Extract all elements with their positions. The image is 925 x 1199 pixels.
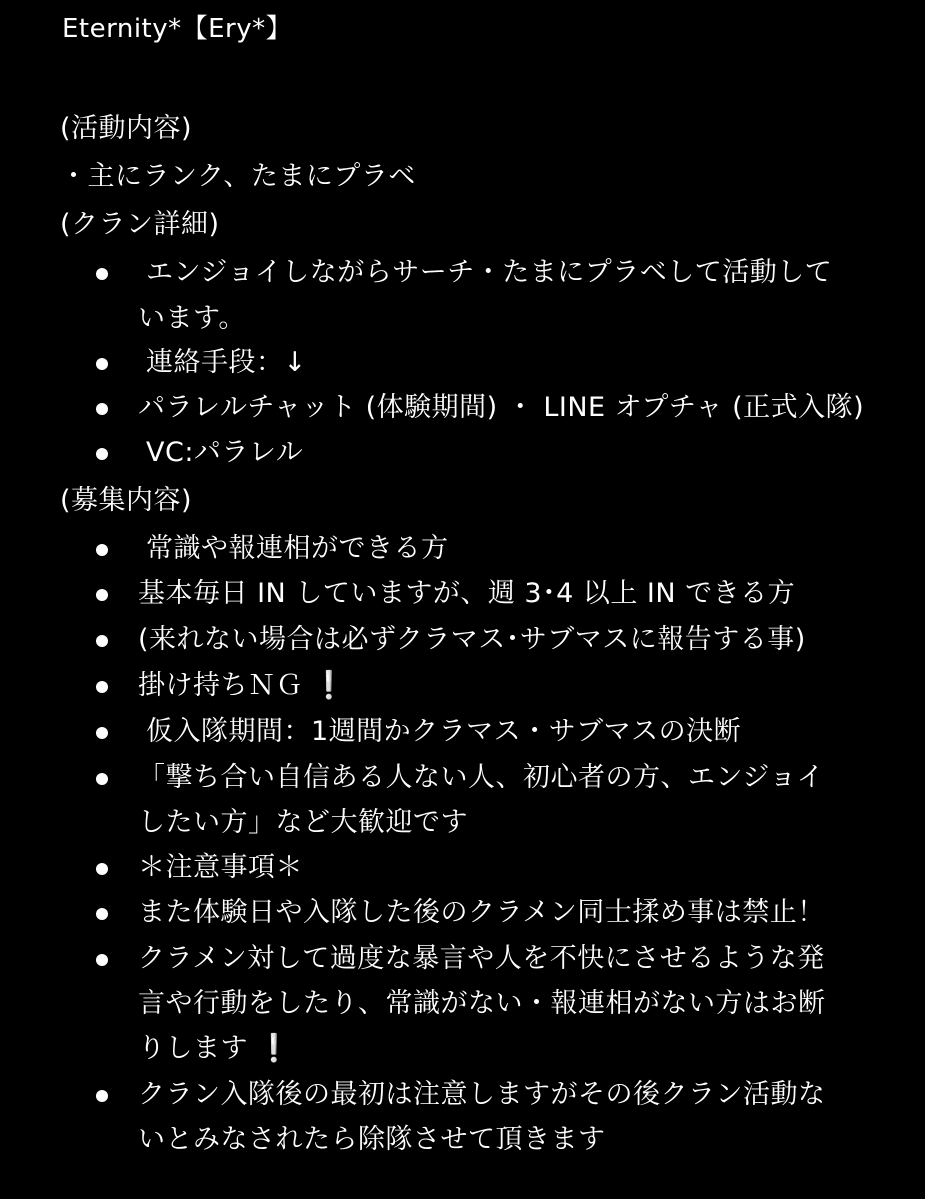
activity-line: ・主にランク、たまにプラベ (60, 161, 416, 192)
document-title: Eternity*【Ery*】 (62, 14, 293, 44)
recruit-heading: (募集内容) (60, 485, 193, 516)
bullet-dot (96, 954, 108, 966)
recruit-item-7: ＊注意事項＊ (138, 852, 303, 883)
recruit-item-9-line-1: クラメン対して過度な暴言や人を不快にさせるような発 (138, 943, 825, 974)
recruit-item-9-line-3: りします ❕ (138, 1033, 292, 1064)
recruit-item-1: 常識や報連相ができる方 (146, 533, 449, 564)
bullet-dot (96, 908, 108, 920)
clan-item-3: パラレルチャット (体験期間) ・ LINE オプチャ (正式入隊) (138, 392, 865, 423)
recruit-item-4: 掛け持ちＮＧ ❕ (138, 670, 347, 701)
recruit-item-9-line-2: 言や行動をしたり、常識がない・報連相がない方はお断 (138, 988, 826, 1019)
clan-item-1-line-1: エンジョイしながらサーチ・たまにプラベして活動して (146, 257, 833, 288)
recruit-item-8: また体験日や入隊した後のクラメン同士揉め事は禁止！ (138, 897, 825, 928)
bullet-dot (96, 727, 108, 739)
clan-item-1-line-2: います。 (138, 303, 246, 334)
bullet-dot (96, 589, 108, 601)
recruit-item-10-line-2: いとみなされたら除隊させて頂きます (138, 1124, 606, 1155)
bullet-dot (96, 403, 108, 415)
clan-details-heading: (クラン詳細) (60, 209, 220, 240)
recruit-item-6-line-1: 「撃ち合い自信ある人ない人、初心者の方、エンジョイ (138, 762, 825, 793)
bullet-dot (96, 1090, 108, 1102)
recruit-item-10-line-1: クラン入隊後の最初は注意しますがその後クラン活動な (138, 1079, 826, 1110)
bullet-dot (96, 635, 108, 647)
activity-heading: (活動内容) (60, 113, 193, 144)
bullet-dot (96, 544, 108, 556)
recruit-item-2: 基本毎日 IN していますが、週 3･4 以上 IN できる方 (138, 578, 796, 609)
bullet-dot (96, 773, 108, 785)
bullet-dot (96, 448, 108, 460)
bullet-dot (96, 358, 108, 370)
recruit-item-6-line-2: したい方」など大歓迎です (138, 807, 468, 838)
clan-item-2: 連絡手段：↓ (146, 347, 307, 378)
recruit-item-3: (来れない場合は必ずクラマス･サブマスに報告する事) (138, 624, 806, 655)
bullet-dot (96, 681, 108, 693)
bullet-dot (96, 863, 108, 875)
clan-item-4: VC:パラレル (146, 437, 304, 468)
recruit-item-5: 仮入隊期間：1週間かクラマス・サブマスの決断 (146, 716, 742, 747)
bullet-dot (96, 268, 108, 280)
